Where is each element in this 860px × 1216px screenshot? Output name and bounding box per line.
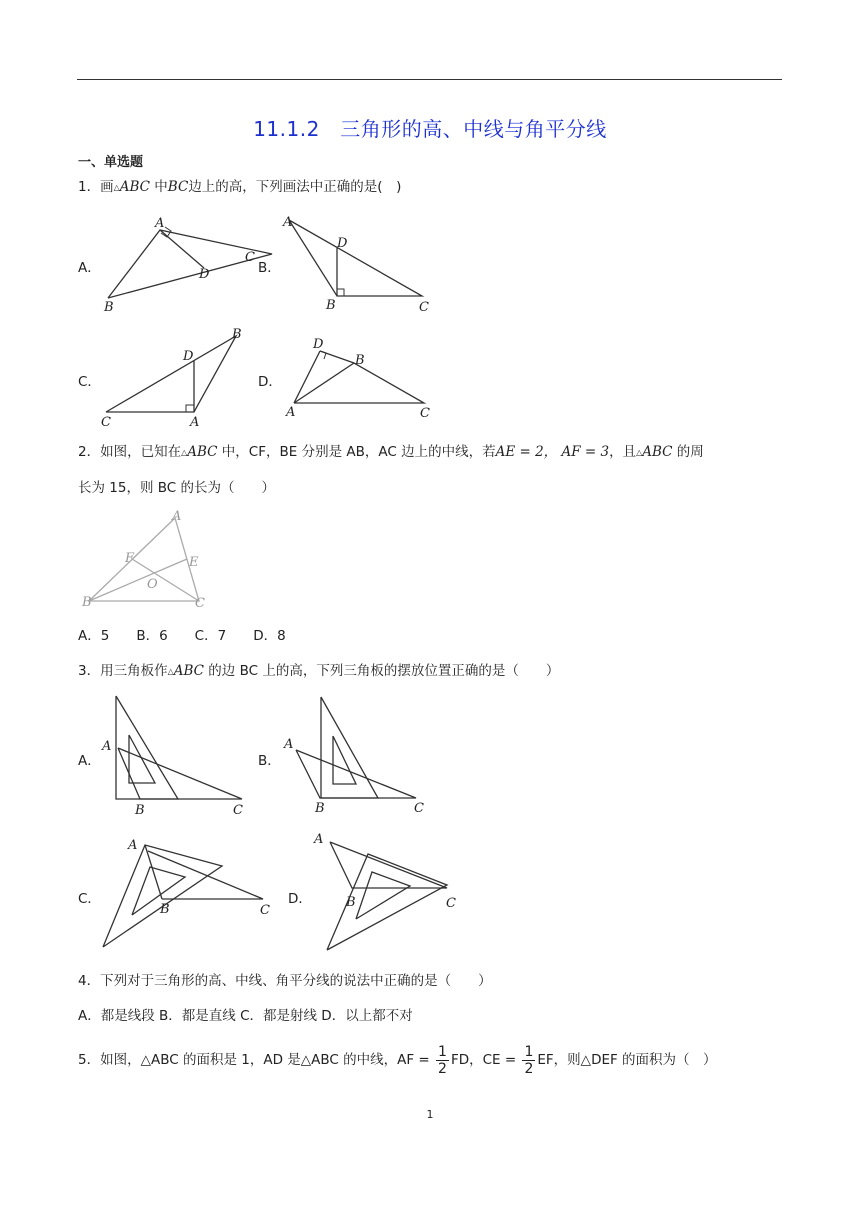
svg-text:D: D <box>183 349 194 364</box>
header-rule <box>77 79 782 80</box>
q1-figure-d <box>280 335 440 425</box>
svg-text:A: A <box>155 216 165 231</box>
svg-text:C: C <box>446 896 456 911</box>
q2-figure <box>82 510 212 610</box>
svg-text:E: E <box>189 555 199 570</box>
svg-text:A: A <box>102 739 112 754</box>
page-number: 1 <box>426 1108 434 1121</box>
svg-text:D: D <box>199 267 210 282</box>
svg-text:C: C <box>419 300 429 315</box>
svg-text:D: D <box>313 337 324 352</box>
q3-figure-a <box>100 690 260 820</box>
section-heading: 一、单选题 <box>78 155 144 170</box>
svg-text:B: B <box>104 300 114 315</box>
svg-text:C: C <box>420 406 430 421</box>
q3-figure-c <box>100 833 280 953</box>
page-title: 11.1.2 三角形的高、中线与角平分线 <box>253 117 607 141</box>
question-2-line-2: 长为 15，则 BC 的长为（ ） <box>78 480 276 496</box>
svg-text:A: A <box>190 415 200 430</box>
svg-text:C: C <box>414 801 424 816</box>
question-4: 4．下列对于三角形的高、中线、角平分线的说法中正确的是（ ） <box>78 973 492 989</box>
fraction-one-half-2: $\frac{1}{2}$ <box>524 1043 534 1077</box>
svg-text:C: C <box>195 596 205 611</box>
svg-text:C: C <box>245 250 255 265</box>
svg-text:B: B <box>346 895 356 910</box>
svg-text:A: A <box>128 838 138 853</box>
fraction-one-half-1: $\frac{1}{2}$ <box>438 1043 447 1077</box>
svg-text:B: B <box>315 801 325 816</box>
q1-option-a-label: A． <box>78 260 101 276</box>
svg-text:F: F <box>125 551 135 566</box>
svg-text:C: C <box>233 803 243 818</box>
svg-text:A: A <box>283 215 293 230</box>
q3-figure-b <box>280 690 440 820</box>
q3-option-b-label: B． <box>258 753 281 769</box>
q1-option-b-label: B． <box>258 260 281 276</box>
svg-text:B: B <box>326 298 336 313</box>
q1-option-d-label: D． <box>258 374 282 390</box>
q4-options: A．都是线段 B．都是直线 C．都是射线 D．以上都不对 <box>78 1008 413 1024</box>
q1-figure-c <box>100 325 250 430</box>
svg-text:A: A <box>284 737 294 752</box>
svg-text:A: A <box>172 509 182 524</box>
q3-option-d-label: D． <box>288 891 312 907</box>
svg-text:B: B <box>232 327 242 342</box>
svg-text:A: A <box>286 405 296 420</box>
q1-figure-a <box>100 218 260 314</box>
svg-text:B: B <box>355 353 365 368</box>
question-5: 5．如图，△ABC 的面积是 1，AD 是△ABC 的中线，AF = $\frac{1}{2}$ FD，CE = $\frac{1}{2}$ EF，则△DEF 的面积为（ ） <box>78 1043 717 1077</box>
svg-text:B: B <box>160 902 170 917</box>
q1-option-c-label: C． <box>78 374 101 390</box>
q2-options: A．5 B．6 C．7 D．8 <box>78 628 286 644</box>
q3-figure-d <box>310 828 470 958</box>
svg-text:D: D <box>337 236 348 251</box>
svg-text:B: B <box>82 595 92 610</box>
svg-text:C: C <box>260 903 270 918</box>
q3-option-c-label: C． <box>78 891 101 907</box>
question-1: 1．画△ABC 中BC边上的高，下列画法中正确的是( ) <box>78 179 402 195</box>
svg-text:O: O <box>147 577 158 592</box>
q3-option-a-label: A． <box>78 753 101 769</box>
svg-text:B: B <box>135 803 145 818</box>
question-3: 3．用三角板作△ABC 的边 BC 上的高，下列三角板的摆放位置正确的是（ ） <box>78 663 560 679</box>
svg-text:C: C <box>101 415 111 430</box>
q1-figure-b <box>280 212 440 315</box>
question-2: 2．如图，已知在△ABC 中，CF，BE 分别是 AB，AC 边上的中线，若AE = 2， AF = 3，且△ABC 的周 <box>78 444 704 460</box>
svg-text:A: A <box>314 832 324 847</box>
